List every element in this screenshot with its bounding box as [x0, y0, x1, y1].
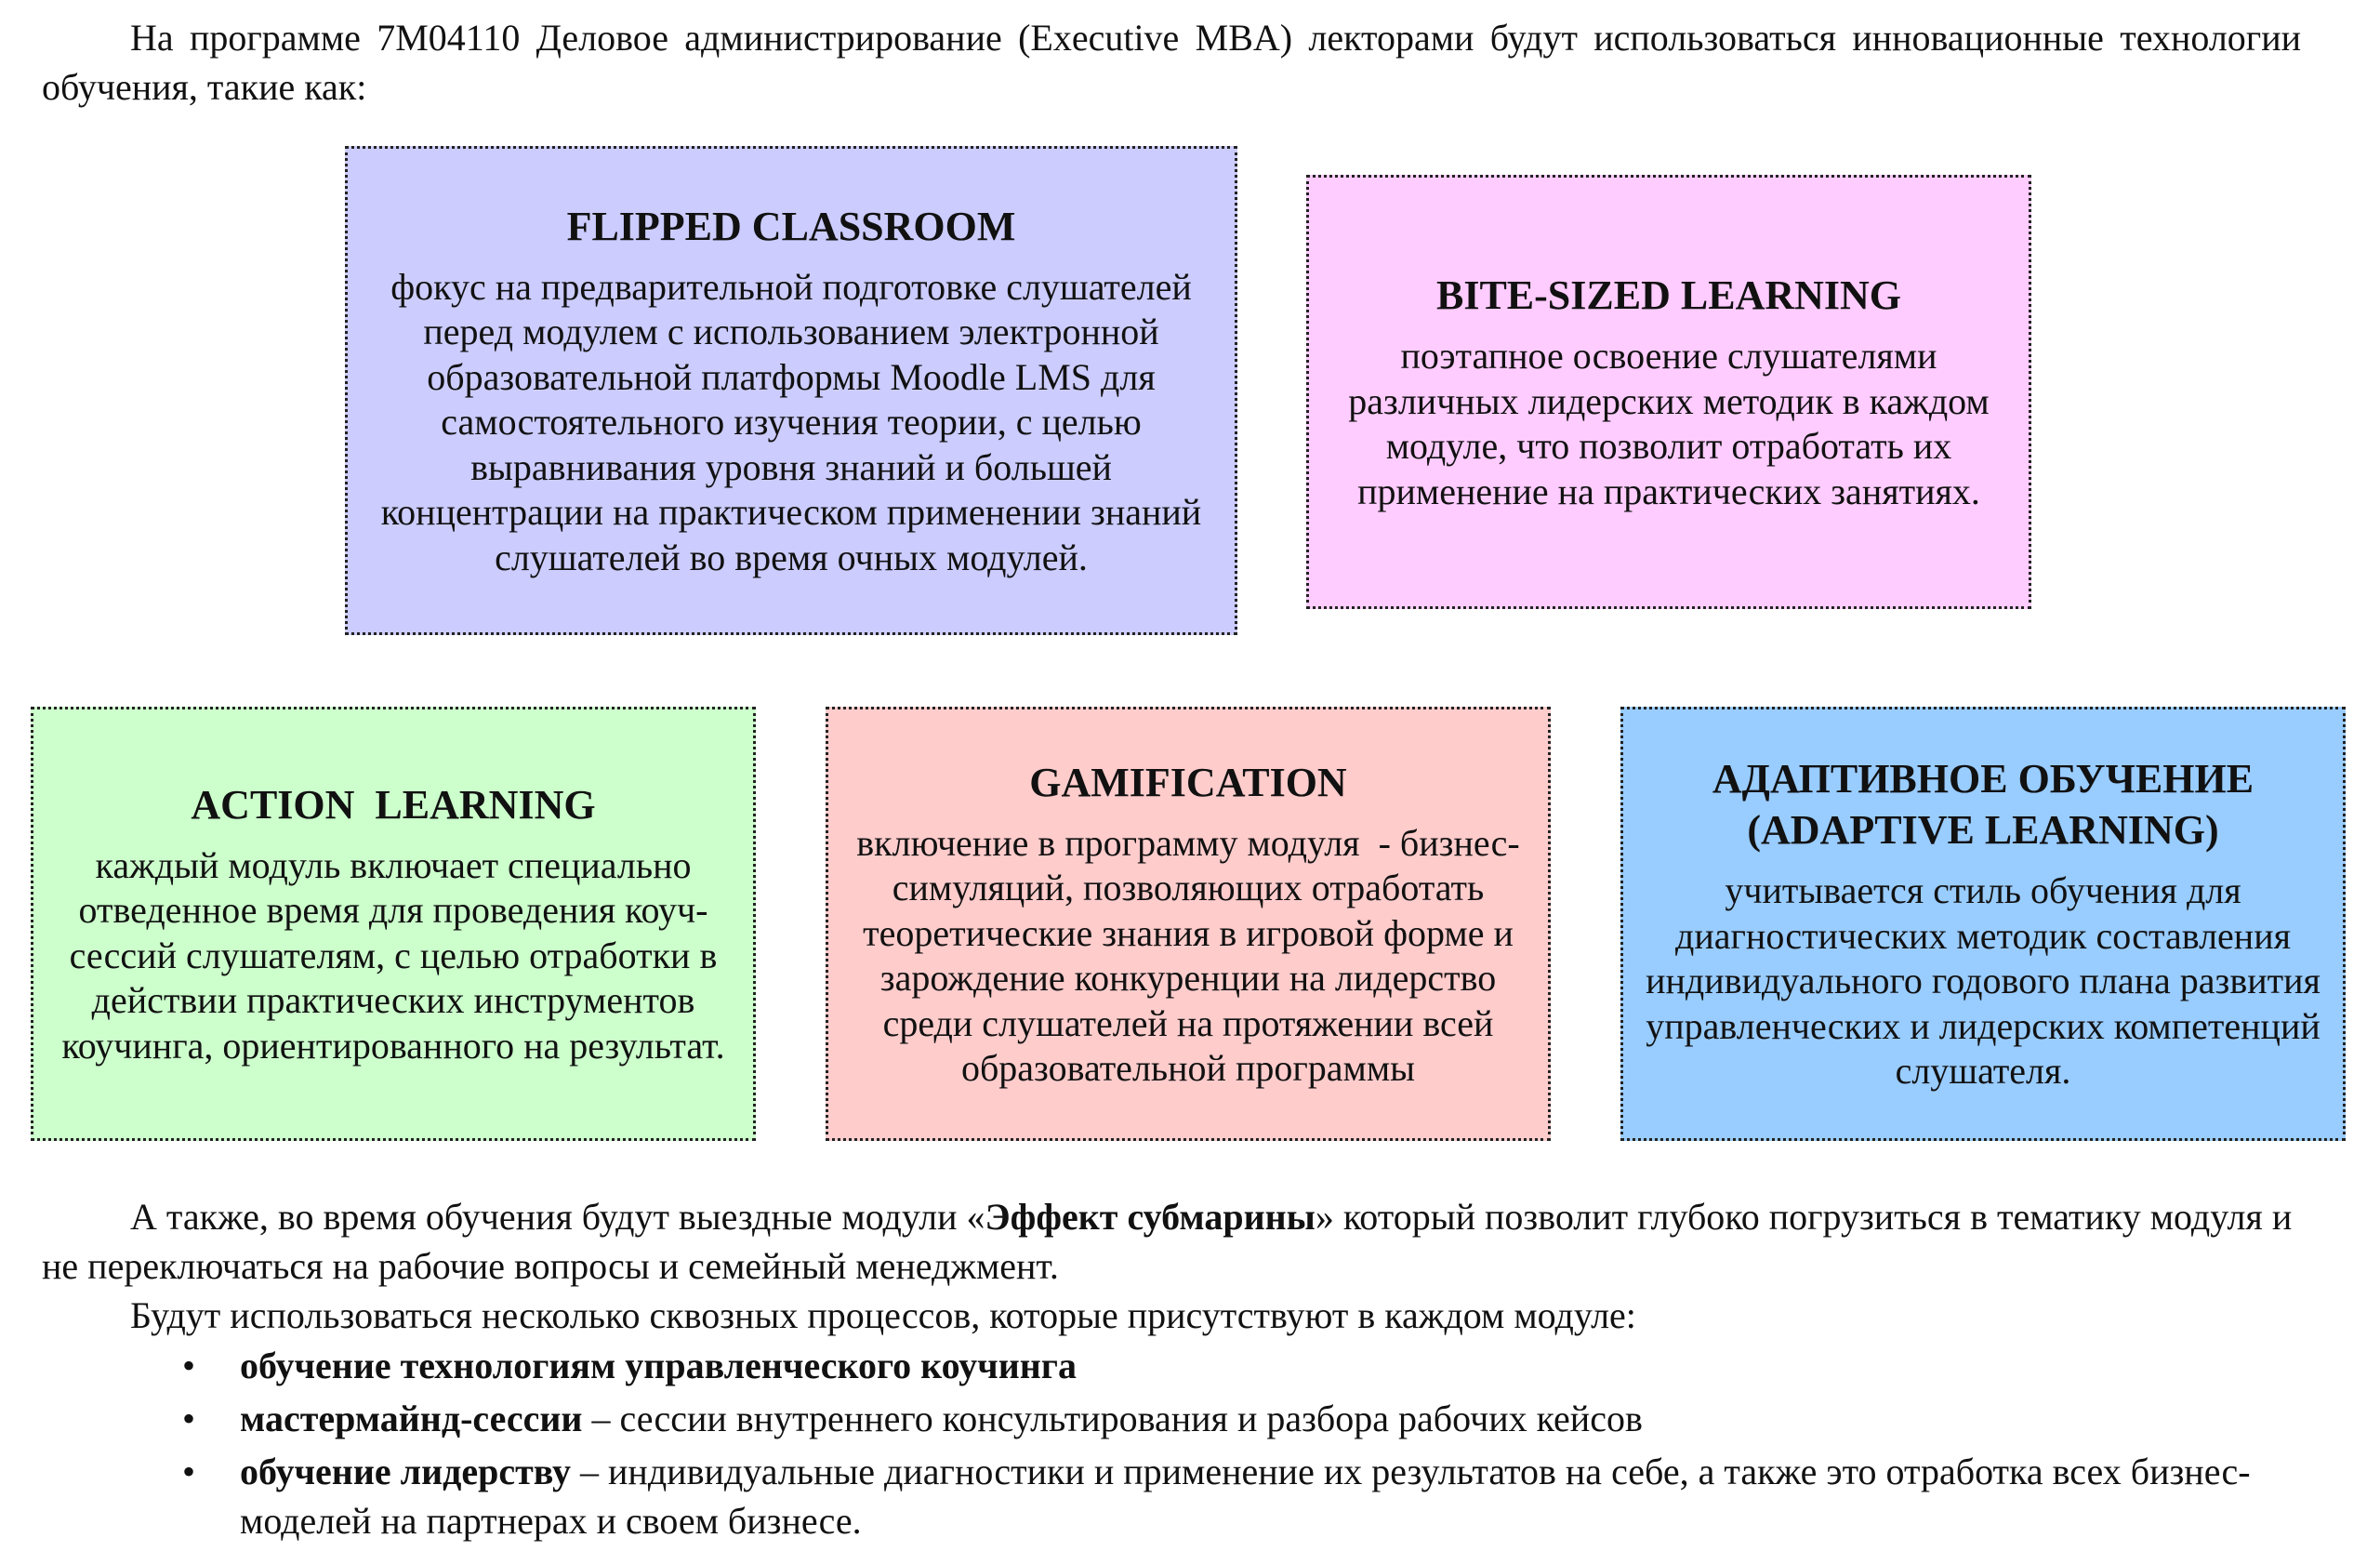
intro-paragraph: На программе 7М04110 Деловое администрирование (Executive MBA) лекторами будут использоваться инновационные технологии обучения, такие как: — [42, 17, 2301, 108]
action-learning-text: каждый модуль включает специально отведенное время для проведения коуч-сессий слушателям, с целью отработки в действии практических инструментов коучинга, ориентированного на результат. — [61, 843, 725, 1067]
gamification-text: включение в программу модуля - бизнес-симуляций, позволяющих отработать теоретические знания в игровой форме и зарождение конкуренции на лидерство среди слушателей на протяжении всей образовательной программы — [856, 821, 1523, 1089]
gamification-title: GAMIFICATION — [1029, 759, 1347, 805]
through-processes-paragraph: Будут использоваться несколько сквозных процессов, которые присутствуют в каждом модуле: — [130, 1294, 1636, 1336]
action-learning-box — [31, 707, 756, 1141]
flipped-classroom-title: FLIPPED CLASSROOM — [566, 203, 1016, 249]
bullet-item-rest: – сессии внутреннего консультирования и разбора рабочих кейсов — [582, 1398, 1643, 1439]
bullet-icon: • — [182, 1398, 196, 1439]
gamification-box — [826, 707, 1551, 1141]
submarine-effect-name: Эффект субмарины — [985, 1196, 1316, 1238]
bullet-item-coaching — [182, 1341, 2320, 1390]
submarine-text-before: А также, во время обучения будут выездные модули « — [130, 1196, 985, 1238]
bullet-item-rest: – индивидуальные диагностики и применение их результатов на себе, а также это отработка всех бизнес-моделей на партнерах и своем бизнесе. — [240, 1451, 2251, 1542]
adaptive-learning-box — [1620, 707, 2346, 1141]
bullet-icon: • — [182, 1451, 196, 1492]
bullet-icon: • — [182, 1345, 196, 1386]
submarine-paragraph — [42, 1192, 2301, 1291]
bite-sized-learning-box — [1306, 175, 2031, 609]
flipped-classroom-box — [345, 146, 1237, 635]
flipped-classroom-text: фокус на предварительной подготовке слушателей перед модулем с использованием электронной образовательной платформы Moodle LMS для самостоятельного изучения теории, с целью выравнивания уровня знаний и большей концентрации на практическом применении знаний слушателей во время очных модулей. — [380, 265, 1202, 578]
process-bullet-list — [182, 1341, 2320, 1549]
adaptive-learning-title: АДАПТИВНОЕ ОБУЧЕНИЕ (ADAPTIVE LEARNING) — [1712, 756, 2254, 854]
bullet-item-bold: обучение лидерству — [240, 1451, 571, 1492]
bullet-item-mastermind — [182, 1394, 2320, 1443]
submarine-text-after: » который позволит глубоко погрузиться в тематику модуля и не переключаться на рабочие вопросы и семейный менеджмент. — [42, 1196, 2293, 1287]
bite-sized-learning-title: BITE-SIZED LEARNING — [1435, 272, 1902, 318]
action-learning-title: ACTION LEARNING — [191, 781, 596, 828]
bite-sized-learning-text: поэтапное освоение слушателями различных лидерских методик в каждом модуле, что позволит отработать их применение на практических занятиях. — [1348, 335, 1990, 512]
adaptive-learning-text: учитывается стиль обучения для диагностических методик составления индивидуального годового плана развития управленческих и лидерских компетенций слушателя. — [1646, 869, 2320, 1093]
bullet-item-bold: обучение технологиям управленческого коучинга — [240, 1345, 1077, 1386]
bullet-item-bold: мастермайнд-сессии — [240, 1398, 583, 1439]
bullet-item-leadership — [182, 1447, 2320, 1545]
